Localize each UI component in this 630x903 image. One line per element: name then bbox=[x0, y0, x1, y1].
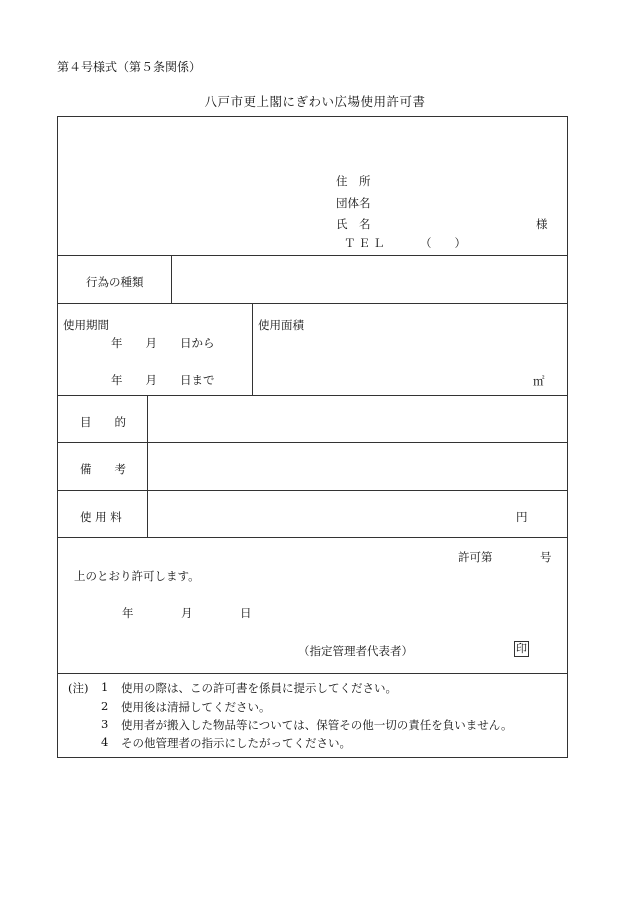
permit-date-year: 年 bbox=[122, 606, 134, 620]
area-unit: ㎡ bbox=[533, 374, 545, 388]
address-label: 住 所 bbox=[336, 174, 371, 188]
tel-label: ＴＥＬ bbox=[344, 236, 388, 250]
document-title: 八戸市更上閣にぎわい広場使用許可書 bbox=[204, 94, 426, 109]
manager-label: （指定管理者代表者） bbox=[298, 644, 413, 658]
period-from: 年 月 日から bbox=[111, 336, 215, 350]
note-text: その他管理者の指示にしたがってください。 bbox=[121, 736, 351, 750]
note-text: 使用後は清掃してください。 bbox=[121, 700, 271, 714]
divider-purpose bbox=[58, 442, 567, 443]
activity-type-label: 行為の種類 bbox=[86, 275, 144, 289]
period-label: 使用期間 bbox=[63, 318, 109, 332]
divider-permission bbox=[58, 673, 567, 674]
note-number: 3 bbox=[101, 717, 109, 731]
period-area-divider bbox=[252, 303, 253, 395]
divider-activity bbox=[58, 303, 567, 304]
divider-applicant bbox=[58, 255, 567, 256]
note-number: 2 bbox=[101, 699, 109, 713]
permit-number-suffix: 号 bbox=[540, 550, 552, 564]
note-number: 1 bbox=[101, 680, 109, 694]
honorific-sama: 様 bbox=[536, 217, 548, 231]
divider-fee bbox=[58, 537, 567, 538]
divider-remarks bbox=[58, 490, 567, 491]
permit-date-month: 月 bbox=[181, 606, 193, 620]
remarks-label: 備 考 bbox=[80, 462, 126, 476]
permit-number-label: 許可第 bbox=[458, 550, 493, 564]
period-to: 年 月 日まで bbox=[111, 373, 215, 387]
fee-label: 使 用 料 bbox=[80, 510, 122, 524]
name-label: 氏 名 bbox=[336, 217, 371, 231]
divider-period bbox=[58, 395, 567, 396]
permit-statement: 上のとおり許可します。 bbox=[74, 569, 200, 583]
note-text: 使用の際は、この許可書を係員に提示してください。 bbox=[121, 681, 397, 695]
purpose-label: 目 的 bbox=[80, 415, 126, 429]
permit-form bbox=[57, 116, 568, 758]
label-column-divider bbox=[147, 395, 148, 537]
note-number: 4 bbox=[101, 735, 109, 749]
note-text: 使用者が搬入した物品等については、保管その他一切の責任を負いません。 bbox=[121, 718, 513, 732]
area-label: 使用面積 bbox=[258, 318, 304, 332]
permit-date-day: 日 bbox=[240, 606, 252, 620]
organization-label: 団体名 bbox=[336, 196, 371, 210]
fee-unit: 円 bbox=[516, 510, 528, 524]
form-number: 第４号様式（第５条関係） bbox=[57, 60, 202, 74]
activity-divider bbox=[171, 255, 172, 303]
tel-parens: （ ） bbox=[420, 236, 466, 250]
seal-stamp: 印 bbox=[516, 642, 527, 655]
notes-prefix: (注) bbox=[68, 681, 89, 695]
